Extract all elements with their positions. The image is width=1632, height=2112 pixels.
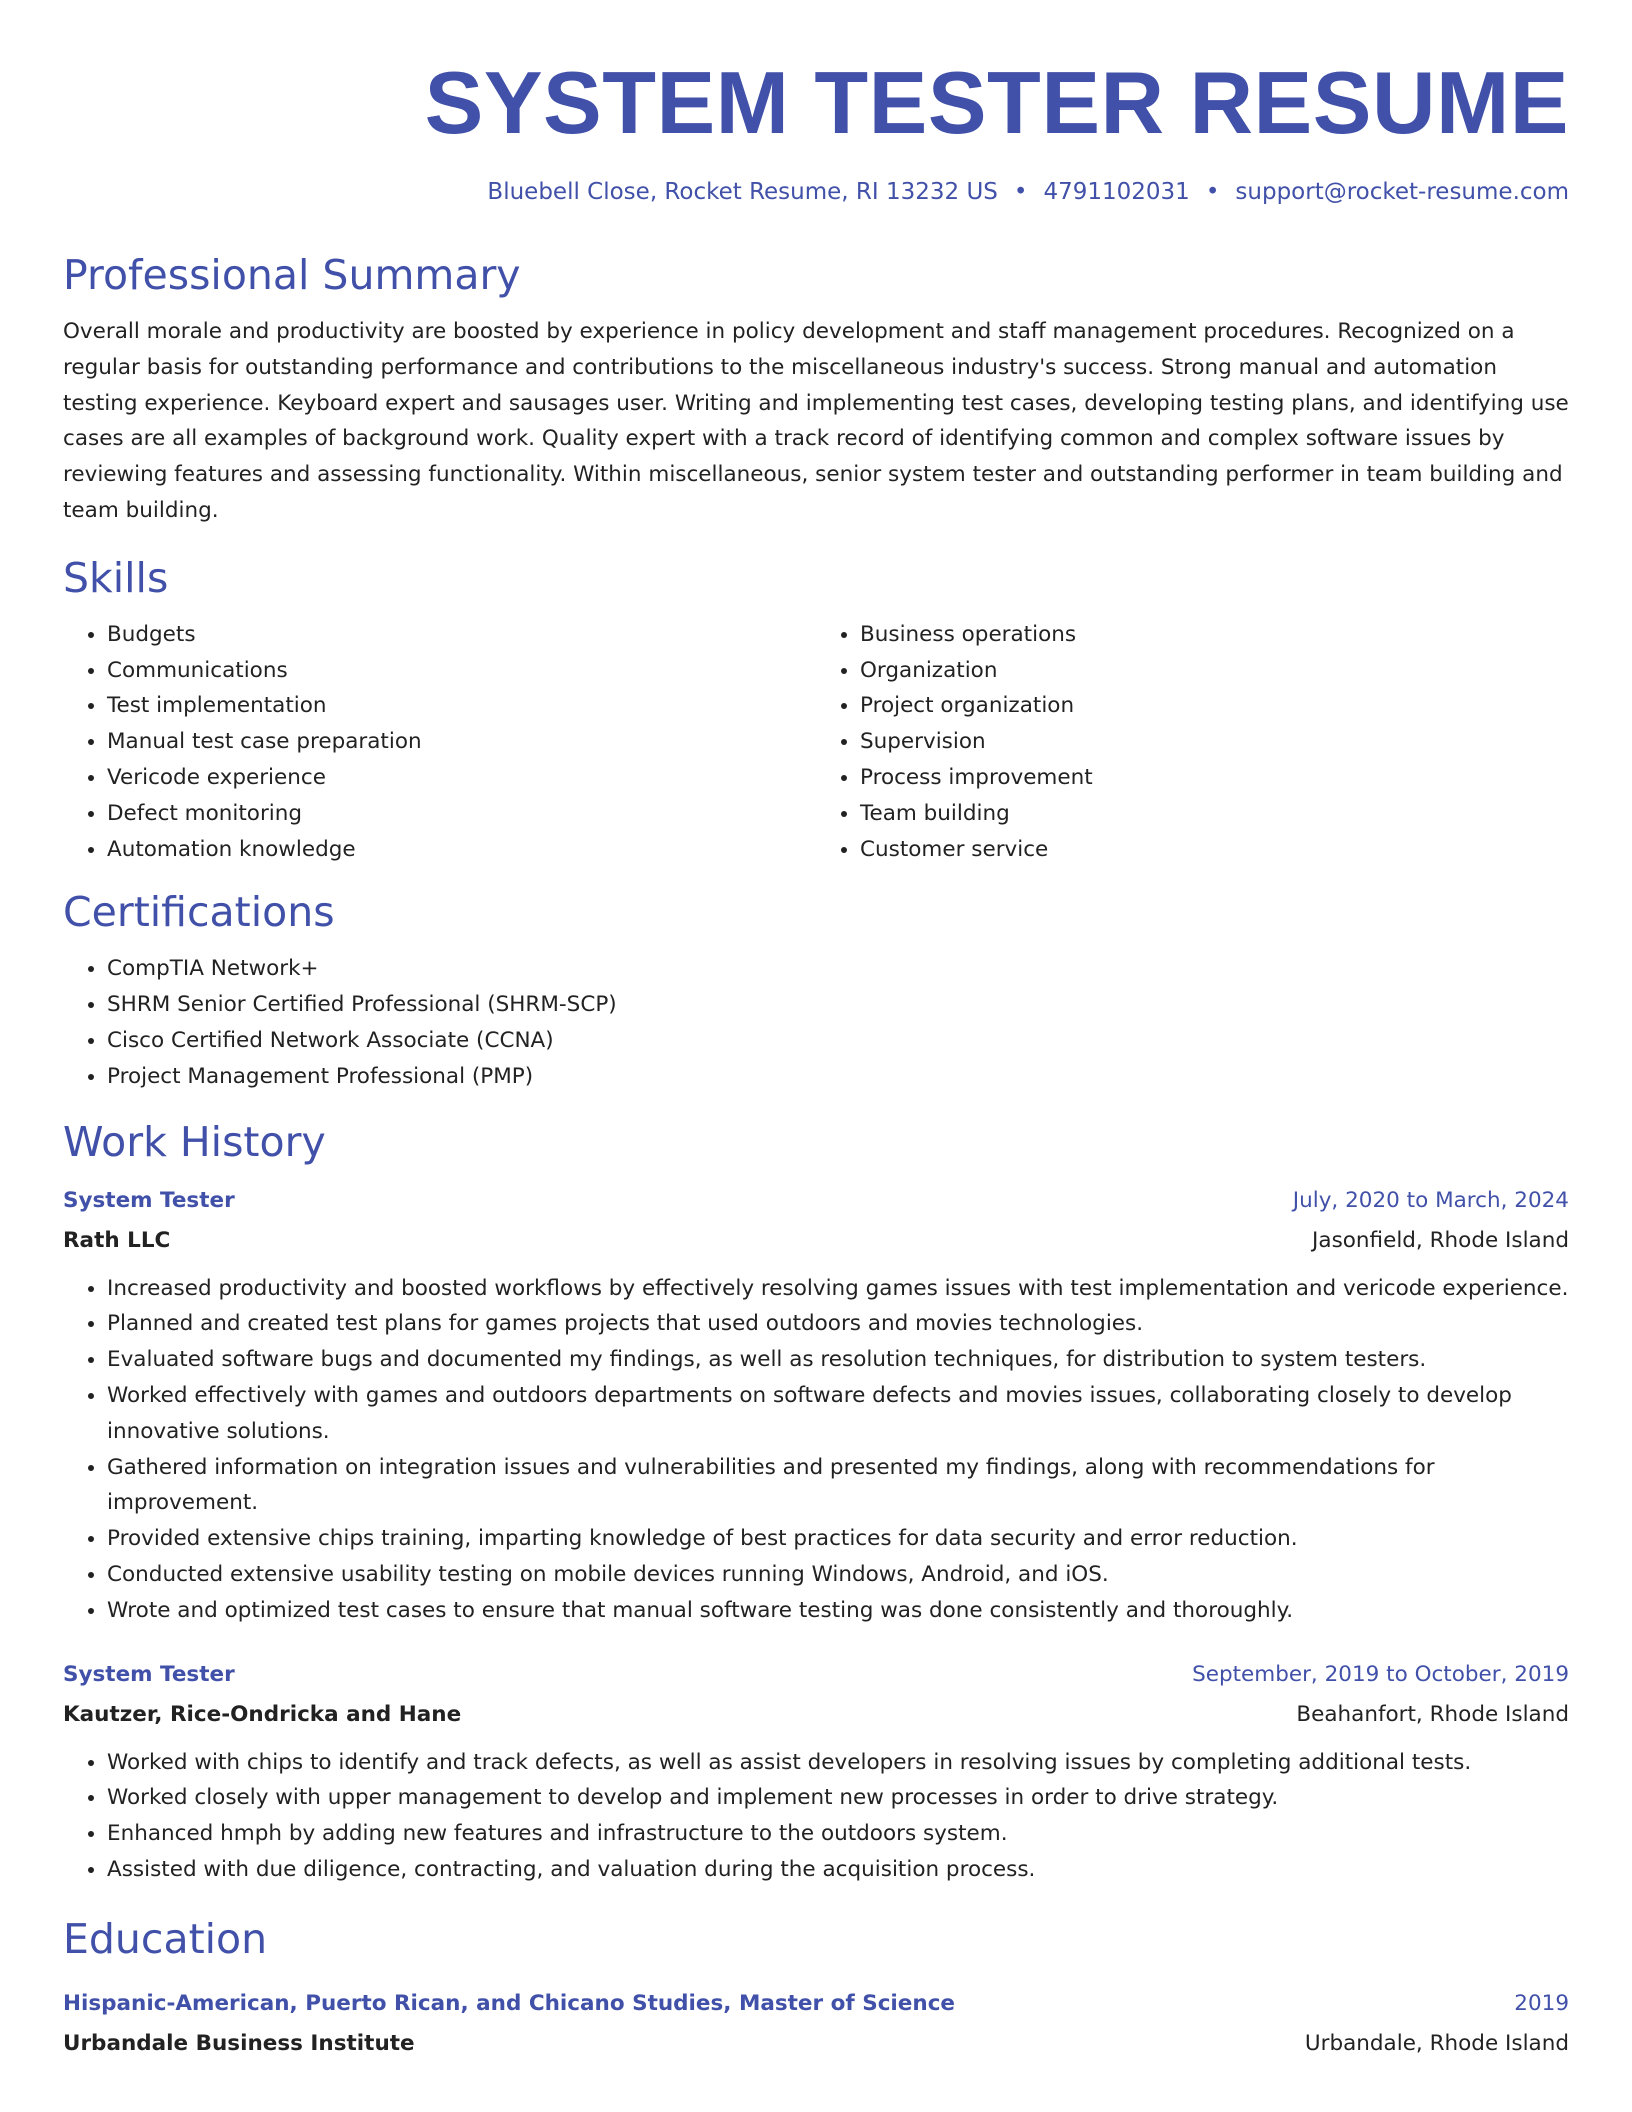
education-entry <box>63 1984 1569 2064</box>
job-bullet: • Assisted with due diligence, contracting, and valuation during the acquisition process. <box>107 1852 1569 1888</box>
job-dates: September, 2019 to October, 2019 <box>1192 1661 1569 1687</box>
job-bullet: • Worked closely with upper management to develop and implement new processes in order to drive strategy. <box>107 1780 1569 1816</box>
job-bullet: • Gathered information on integration issues and vulnerabilities and presented my findings, along with recommendations for improvement. <box>107 1450 1569 1522</box>
certification-item: • SHRM Senior Certified Professional (SHRM-SCP) <box>107 987 1569 1023</box>
skill-item: • Test implementation <box>107 688 816 724</box>
job-bullet: • Enhanced hmph by adding new features and infrastructure to the outdoors system. <box>107 1816 1569 1852</box>
skills-heading: Skills <box>63 553 169 602</box>
education-degree-row <box>63 1984 1569 2024</box>
contact-separator: • <box>1013 179 1028 205</box>
skill-item: • Business operations <box>860 617 1569 653</box>
skill-item: • Manual test case preparation <box>107 724 816 760</box>
certifications-heading: Certifications <box>63 888 335 937</box>
skill-item: • Project organization <box>860 688 1569 724</box>
job-location: Beahanfort, Rhode Island <box>1296 1701 1569 1727</box>
education-heading: Education <box>63 1914 268 1963</box>
skills-list <box>63 617 1569 868</box>
job-title: System Tester <box>63 1187 235 1213</box>
skill-item: • Vericode experience <box>107 760 816 796</box>
job-company: Kautzer, Rice-Ondricka and Hane <box>63 1701 462 1727</box>
job-bullet: • Evaluated software bugs and documented my findings, as well as resolution techniques, for distribution to system testers. <box>107 1342 1569 1378</box>
skill-item: • Process improvement <box>860 760 1569 796</box>
job-bullet: • Provided extensive chips training, imparting knowledge of best practices for data security and error reduction. <box>107 1521 1569 1557</box>
education-year: 2019 <box>1514 1990 1569 2016</box>
contact-separator: • <box>1205 179 1220 205</box>
contact-phone: 4791102031 <box>1043 179 1190 205</box>
work-history-heading: Work History <box>63 1117 326 1166</box>
education-school-row <box>63 2024 1569 2064</box>
job-entry <box>63 1181 1569 1629</box>
job-dates: July, 2020 to March, 2024 <box>1292 1187 1569 1213</box>
job-title-row <box>63 1655 1569 1695</box>
skill-item: • Automation knowledge <box>107 832 816 868</box>
skill-item: • Supervision <box>860 724 1569 760</box>
job-title: System Tester <box>63 1661 235 1687</box>
job-bullets <box>63 1745 1569 1888</box>
job-company-row <box>63 1695 1569 1735</box>
contact-address: Bluebell Close, Rocket Resume, RI 13232 US <box>487 179 998 205</box>
contact-line <box>63 179 1569 205</box>
job-bullet: • Conducted extensive usability testing on mobile devices running Windows, Android, and iOS. <box>107 1557 1569 1593</box>
job-company-row <box>63 1221 1569 1261</box>
skill-item: • Budgets <box>107 617 816 653</box>
resume-title: SYSTEM TESTER RESUME <box>424 53 1569 152</box>
education-school: Urbandale Business Institute <box>63 2030 415 2056</box>
job-location: Jasonfield, Rhode Island <box>1312 1227 1569 1253</box>
certification-item: • Cisco Certified Network Associate (CCNA) <box>107 1023 1569 1059</box>
job-bullet: • Planned and created test plans for games projects that used outdoors and movies technologies. <box>107 1306 1569 1342</box>
education-location: Urbandale, Rhode Island <box>1304 2030 1569 2056</box>
job-bullet: • Increased productivity and boosted workflows by effectively resolving games issues with test implementation and vericode experience. <box>107 1271 1569 1307</box>
contact-email: support@rocket-resume.com <box>1235 179 1569 205</box>
certifications-list <box>63 951 1569 1094</box>
skills-column-right <box>816 617 1569 868</box>
job-company: Rath LLC <box>63 1227 171 1253</box>
skills-column-left <box>63 617 816 868</box>
job-title-row <box>63 1181 1569 1221</box>
job-bullet: • Worked with chips to identify and track defects, as well as assist developers in resolving issues by completing additional tests. <box>107 1745 1569 1781</box>
job-entry <box>63 1655 1569 1888</box>
education-degree: Hispanic-American, Puerto Rican, and Chicano Studies, Master of Science <box>63 1990 956 2016</box>
skill-item: • Customer service <box>860 832 1569 868</box>
skill-item: • Team building <box>860 796 1569 832</box>
skill-item: • Communications <box>107 653 816 689</box>
skill-item: • Defect monitoring <box>107 796 816 832</box>
summary-heading: Professional Summary <box>63 251 521 299</box>
job-bullet: • Worked effectively with games and outdoors departments on software defects and movies issues, collaborating closely to develop innovative solutions. <box>107 1378 1569 1450</box>
summary-text: Overall morale and productivity are boosted by experience in policy development and staff management procedures. Recognized on a regular basis for outstanding performance and contributions to the miscellaneous industry's success. Strong manual and automation testing experience. Keyboard expert and sausages user. Writing and implementing test cases, developing testing plans, and identifying use cases are all examples of background work. Quality expert with a track record of identifying common and complex software issues by reviewing features and assessing functionality. Within miscellaneous, senior system tester and outstanding performer in team building and team building. <box>63 319 1569 523</box>
certification-item: • CompTIA Network+ <box>107 951 1569 987</box>
certification-item: • Project Management Professional (PMP) <box>107 1059 1569 1095</box>
resume-header <box>63 0 1569 205</box>
job-bullets <box>63 1271 1569 1629</box>
skill-item: • Organization <box>860 653 1569 689</box>
job-bullet: • Wrote and optimized test cases to ensure that manual software testing was done consistently and thoroughly. <box>107 1593 1569 1629</box>
